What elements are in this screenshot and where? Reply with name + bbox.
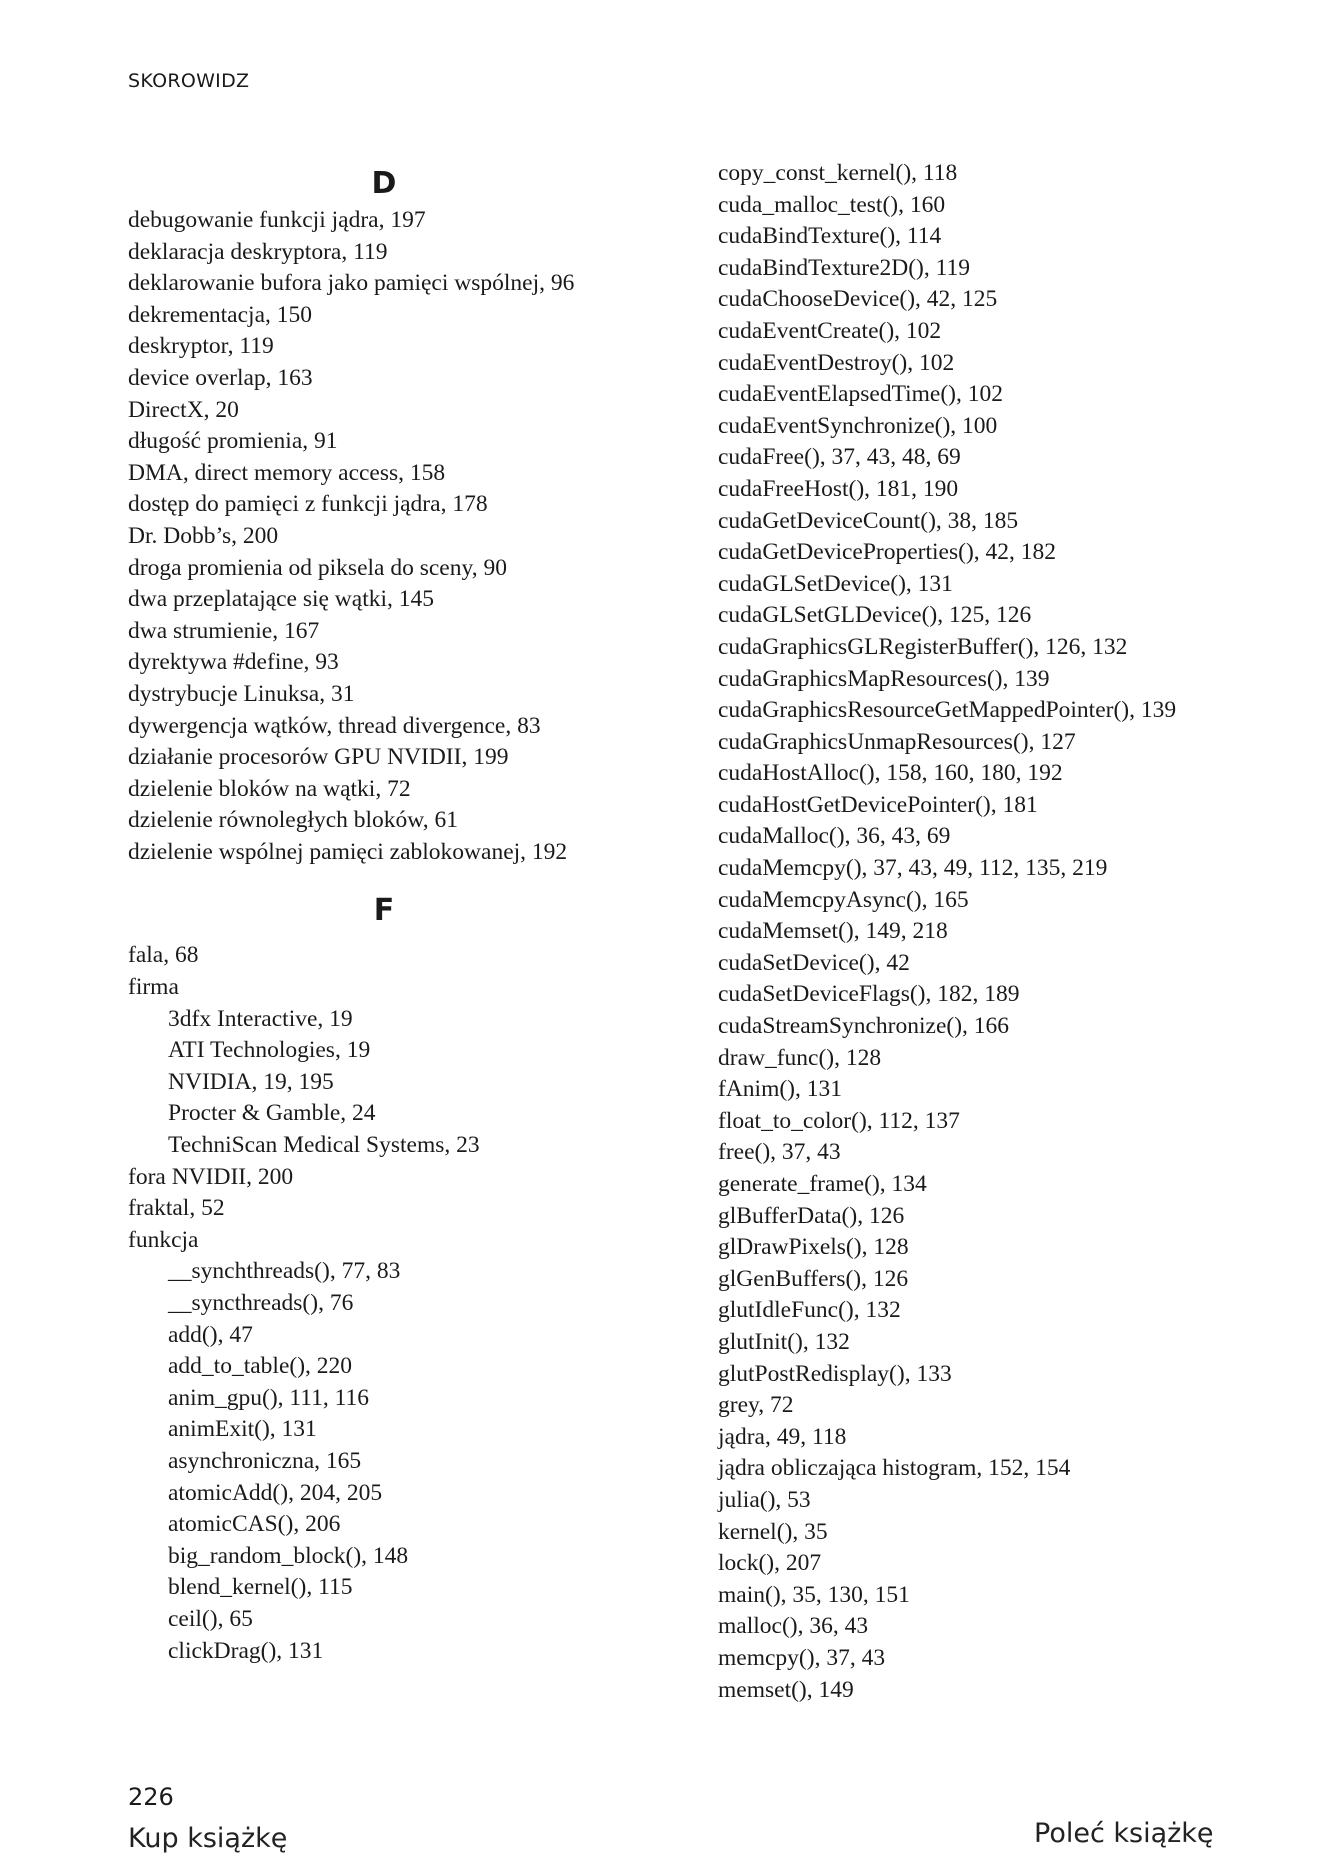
- index-entry-funkcja: funkcja: [128, 1226, 199, 1253]
- index-entry: DirectX, 20: [128, 396, 239, 423]
- index-subentry: ceil(), 65: [168, 1605, 253, 1632]
- index-entry: device overlap, 163: [128, 364, 313, 391]
- index-subentry: glutInit(), 132: [718, 1328, 850, 1355]
- index-entry: dywergencja wątków, thread divergence, 83: [128, 712, 541, 739]
- index-entry: deklaracja deskryptora, 119: [128, 238, 388, 265]
- index-subentry: jądra obliczająca histogram, 152, 154: [718, 1455, 1071, 1482]
- buy-book-link[interactable]: Kup książkę: [128, 1823, 288, 1854]
- index-subentry: cudaMemcpy(), 37, 43, 49, 112, 135, 219: [718, 855, 1108, 882]
- index-subentry: animExit(), 131: [168, 1416, 317, 1443]
- section-f-entries: [128, 940, 688, 1667]
- index-subentry: cudaStreamSynchronize(), 166: [718, 1013, 1010, 1040]
- page-number: 226: [128, 1783, 174, 1811]
- index-subentry: big_random_block(), 148: [168, 1542, 409, 1569]
- index-subentry: cudaHostAlloc(), 158, 160, 180, 192: [718, 760, 1063, 787]
- index-subentry: cudaEventSynchronize(), 100: [718, 412, 998, 439]
- index-subentry: cudaMemset(), 149, 218: [718, 918, 948, 945]
- index-subentry: __synchthreads(), 77, 83: [168, 1258, 401, 1285]
- index-subentry: malloc(), 36, 43: [718, 1613, 869, 1640]
- index-subentry: cudaMemcpyAsync(), 165: [718, 886, 969, 913]
- index-subentry: draw_func(), 128: [718, 1044, 882, 1071]
- index-subentry: kernel(), 35: [718, 1518, 828, 1545]
- index-entry: działanie procesorów GPU NVIDII, 199: [128, 744, 509, 771]
- index-subentry: cudaGLSetGLDevice(), 125, 126: [718, 602, 1032, 629]
- index-subentry: blend_kernel(), 115: [168, 1574, 353, 1601]
- index-subentry: cudaBindTexture(), 114: [718, 223, 942, 250]
- index-subentry: glBufferData(), 126: [718, 1202, 905, 1229]
- index-subentry: cudaEventElapsedTime(), 102: [718, 381, 1003, 408]
- index-subentry: grey, 72: [718, 1392, 794, 1419]
- index-entry: deskryptor, 119: [128, 333, 274, 360]
- index-entry: debugowanie funkcji jądra, 197: [128, 207, 426, 233]
- index-entry: deklarowanie bufora jako pamięci wspólnej, 96: [128, 270, 575, 297]
- index-subentry: atomicAdd(), 204, 205: [168, 1479, 383, 1506]
- index-subentry: glutPostRedisplay(), 133: [718, 1360, 952, 1387]
- index-subentry: glDrawPixels(), 128: [718, 1234, 909, 1261]
- index-subentry: ATI Technologies, 19: [168, 1037, 371, 1064]
- index-entry: fora NVIDII, 200: [128, 1163, 294, 1190]
- index-subentry: cudaBindTexture2D(), 119: [718, 254, 970, 281]
- index-subentry: memcpy(), 37, 43: [718, 1644, 886, 1671]
- section-letter-f: F: [373, 893, 395, 929]
- index-entry: dzielenie równoległych bloków, 61: [128, 807, 458, 834]
- index-entry-firma: firma: [128, 974, 179, 1001]
- index-entry: dwa przeplatające się wątki, 145: [128, 586, 435, 613]
- index-subentry: TechniScan Medical Systems, 23: [168, 1132, 480, 1159]
- index-entry: fala, 68: [128, 942, 199, 969]
- index-subentry: Procter & Gamble, 24: [168, 1100, 376, 1127]
- index-subentry: cudaChooseDevice(), 42, 125: [718, 286, 998, 313]
- index-entry: Dr. Dobb’s, 200: [128, 522, 279, 549]
- index-subentry: cudaEventCreate(), 102: [718, 317, 942, 344]
- running-head: SKOROWIDZ: [128, 70, 250, 92]
- index-entry: dzielenie wspólnej pamięci zablokowanej, 192: [128, 838, 568, 865]
- index-subentry: cudaSetDevice(), 42: [718, 949, 910, 976]
- index-subentry: cudaMalloc(), 36, 43, 69: [718, 823, 951, 850]
- index-subentry: cudaFree(), 37, 43, 48, 69: [718, 444, 961, 471]
- index-subentry: float_to_color(), 112, 137: [718, 1107, 960, 1134]
- index-entry: droga promienia od piksela do sceny, 90: [128, 554, 507, 581]
- index-subentry: main(), 35, 130, 151: [718, 1581, 910, 1608]
- index-subentry: atomicCAS(), 206: [168, 1511, 341, 1538]
- index-subentry: free(), 37, 43: [718, 1139, 841, 1166]
- index-subentry: cudaGraphicsResourceGetMappedPointer(), 139: [718, 697, 1177, 724]
- index-subentry: cudaGLSetDevice(), 131: [718, 570, 953, 597]
- index-subentry: cudaSetDeviceFlags(), 182, 189: [718, 981, 1020, 1008]
- index-subentry: cudaFreeHost(), 181, 190: [718, 475, 959, 502]
- index-column-left: [128, 163, 688, 1667]
- index-subentry: jądra, 49, 118: [718, 1423, 847, 1450]
- index-entry: dzielenie bloków na wątki, 72: [128, 775, 411, 802]
- index-subentry: add(), 47: [168, 1321, 253, 1348]
- index-entry: dwa strumienie, 167: [128, 617, 320, 644]
- index-subentry: julia(), 53: [718, 1486, 811, 1513]
- index-subentry: asynchroniczna, 165: [168, 1447, 362, 1474]
- index-subentry: NVIDIA, 19, 195: [168, 1068, 334, 1095]
- index-subentry: generate_frame(), 134: [718, 1171, 927, 1197]
- index-subentry: add_to_table(), 220: [168, 1353, 353, 1380]
- index-subentry: cudaGetDeviceCount(), 38, 185: [718, 507, 1019, 534]
- section-d-entries: [128, 205, 688, 868]
- index-subentry: 3dfx Interactive, 19: [168, 1005, 353, 1032]
- index-subentry: glutIdleFunc(), 132: [718, 1297, 901, 1324]
- index-entry: dostęp do pamięci z funkcji jądra, 178: [128, 491, 488, 518]
- index-subentry: cudaGraphicsMapResources(), 139: [718, 665, 1050, 692]
- index-entry: długość promienia, 91: [128, 428, 338, 455]
- index-subentry: memset(), 149: [718, 1676, 854, 1703]
- index-entry: DMA, direct memory access, 158: [128, 459, 446, 486]
- index-subentry: copy_const_kernel(), 118: [718, 160, 958, 186]
- index-subentry: cuda_malloc_test(), 160: [718, 191, 946, 218]
- recommend-book-link[interactable]: Poleć książkę: [1034, 1818, 1214, 1849]
- section-letter-d: D: [371, 166, 397, 201]
- index-column-right: [718, 158, 1298, 1706]
- index-subentry: cudaEventDestroy(), 102: [718, 349, 955, 376]
- index-subentry: glGenBuffers(), 126: [718, 1265, 909, 1292]
- index-subentry: cudaGraphicsGLRegisterBuffer(), 126, 132: [718, 633, 1128, 660]
- index-subentry: cudaGraphicsUnmapResources(), 127: [718, 728, 1076, 755]
- index-subentry: anim_gpu(), 111, 116: [168, 1384, 370, 1411]
- index-entry: dyrektywa #define, 93: [128, 649, 339, 676]
- index-subentry: fAnim(), 131: [718, 1076, 843, 1103]
- index-subentry: cudaGetDeviceProperties(), 42, 182: [718, 539, 1057, 566]
- index-subentry: cudaHostGetDevicePointer(), 181: [718, 791, 1038, 818]
- index-entry: dekrementacja, 150: [128, 301, 312, 328]
- index-subentry: __syncthreads(), 76: [168, 1290, 354, 1316]
- index-subentry: lock(), 207: [718, 1550, 822, 1577]
- index-entry: dystrybucje Linuksa, 31: [128, 680, 355, 707]
- index-entry: fraktal, 52: [128, 1195, 225, 1222]
- index-subentry: clickDrag(), 131: [168, 1637, 324, 1664]
